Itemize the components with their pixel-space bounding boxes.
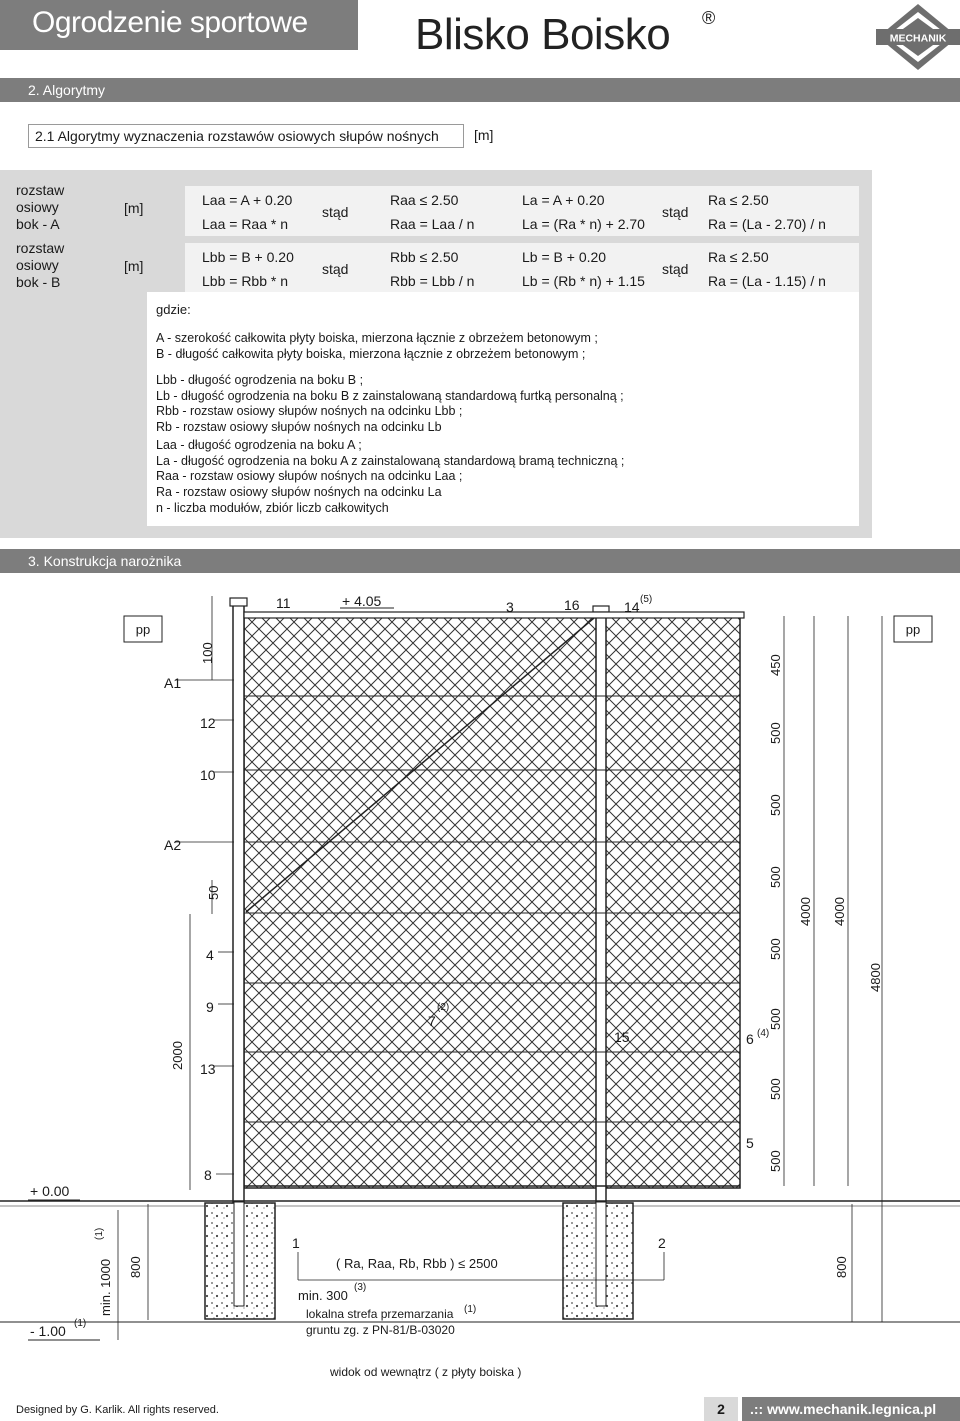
row-a-f6: La = (Ra * n) + 2.70: [522, 216, 645, 232]
row-a-stad2: stąd: [662, 204, 689, 220]
definitions-group-1: [156, 331, 598, 362]
dim-500: 500: [768, 1078, 783, 1100]
part-6-note: (4): [757, 1028, 770, 1039]
brand-name: Blisko Boisko: [415, 10, 671, 59]
view-note: widok od wewnątrz ( z płyty boiska ): [330, 1365, 522, 1379]
document-title: Ogrodzenie sportowe: [0, 0, 358, 50]
pp-label-left: pp: [135, 622, 151, 637]
definition-line: La - długość ogrodzenia na boku A z zainstalowaną standardową bramą techniczną ;: [156, 453, 625, 468]
dim-100: 100: [200, 642, 215, 664]
row-a-f4: Raa = Laa / n: [390, 216, 475, 232]
section-2-unit: [m]: [474, 127, 494, 143]
row-b-label-line2: osiowy: [16, 257, 59, 273]
dim-500: 500: [768, 1150, 783, 1172]
spacing-note: ( Ra, Raa, Rb, Rbb ) ≤ 2500: [336, 1256, 498, 1271]
definitions-heading: gdzie:: [156, 302, 191, 317]
row-b-stad1: stąd: [322, 261, 349, 277]
row-b-stad2: stąd: [662, 261, 689, 277]
dim-4000: 4000: [798, 897, 813, 926]
page-header: [0, 0, 960, 78]
row-b-f7: Ra ≤ 2.50: [708, 249, 769, 265]
section-3-bar: 3. Konstrukcja narożnika: [0, 549, 960, 573]
part-9: 9: [206, 999, 214, 1015]
dim-500: 500: [768, 938, 783, 960]
row-a-label-line3: bok - A: [16, 216, 60, 232]
part-8: 8: [204, 1167, 212, 1183]
row-b-f3: Rbb ≤ 2.50: [390, 249, 459, 265]
dim-2000: 2000: [170, 1041, 185, 1070]
row-a-f3: Raa ≤ 2.50: [390, 192, 459, 208]
part-11: 11: [276, 595, 291, 611]
part-16: 16: [564, 597, 580, 613]
footer-credit: Designed by G. Karlik. All rights reserved.: [16, 1404, 219, 1416]
registered-mark: ®: [702, 8, 716, 28]
dim-4800: 4800: [868, 963, 883, 992]
min-300-sup: (3): [354, 1282, 367, 1293]
definitions-group-4: [156, 501, 389, 517]
dim-800-right: 800: [834, 1256, 849, 1278]
part-15: 15: [614, 1029, 630, 1045]
row-b-label-line1: rozstaw: [16, 240, 65, 256]
definition-line: Rbb - rozstaw osiowy słupów nośnych na odcinku Lbb ;: [156, 404, 463, 418]
dim-min-1000-note: (1): [94, 1227, 105, 1240]
mechanik-logo: [876, 2, 960, 72]
dim-50: 50: [206, 885, 221, 900]
post-cap: [593, 606, 609, 612]
row-a-stad1: stąd: [322, 204, 349, 220]
row-a-label-line2: osiowy: [16, 199, 59, 215]
row-a-f7: Ra ≤ 2.50: [708, 192, 769, 208]
footer-url[interactable]: .:: www.mechanik.legnica.pl: [742, 1397, 960, 1421]
part-5: 5: [746, 1135, 754, 1151]
row-b-f4: Rbb = Lbb / n: [390, 273, 475, 289]
part-6: 6: [746, 1031, 754, 1047]
brand-block: [370, 0, 870, 60]
part-4: 4: [206, 947, 214, 963]
label-a2: A2: [164, 837, 182, 853]
label-a1: A1: [164, 675, 182, 691]
definition-line: Rb - rozstaw osiowy słupów nośnych na odcinku Lb: [156, 419, 442, 434]
min-300-note: min. 300: [298, 1288, 348, 1303]
dim-4000: 4000: [832, 897, 847, 926]
row-b-label-line3: bok - B: [16, 274, 61, 290]
frost-zone-note-2: gruntu zg. z PN-81/B-03020: [306, 1323, 455, 1337]
dim-500: 500: [768, 1008, 783, 1030]
row-a-unit: [m]: [124, 200, 144, 216]
row-b-f8: Ra = (La - 1.15) / n: [708, 273, 826, 289]
dim-450: 450: [768, 654, 783, 676]
pp-label-right: pp: [905, 622, 921, 637]
definition-line: Lbb - długość ogrodzenia na boku B ;: [156, 373, 364, 387]
definition-line: Lb - długość ogrodzenia na boku B z zainstalowaną standardową furtką personalną ;: [156, 388, 624, 403]
row-a-label: [16, 182, 64, 233]
part-10: 10: [200, 767, 216, 783]
row-a-f2: Laa = Raa * n: [202, 216, 289, 232]
part-2: 2: [658, 1235, 666, 1251]
row-a-f8: Ra = (La - 2.70) / n: [708, 216, 826, 232]
definition-line: Laa - długość ogrodzenia na boku A ;: [156, 438, 362, 452]
logo-text: MECHANIK: [889, 32, 947, 45]
row-a-f5: La = A + 0.20: [522, 192, 605, 208]
row-b-f2: Lbb = Rbb * n: [202, 273, 289, 289]
part-12: 12: [200, 715, 216, 731]
part-7: 7: [428, 1013, 436, 1029]
dim-800-left: 800: [128, 1256, 143, 1278]
level-ground: + 0.00: [30, 1183, 70, 1199]
fence-corner-drawing: [0, 580, 960, 1390]
definition-line: A - szerokość całkowita płyty boiska, mierzona łącznie z obrzeżem betonowym ;: [156, 331, 598, 345]
post-cap: [230, 598, 247, 606]
page-number: 2: [704, 1397, 738, 1421]
row-b-f1: Lbb = B + 0.20: [202, 249, 294, 265]
corner-post: [233, 602, 244, 1202]
row-a-f1: Laa = A + 0.20: [202, 192, 293, 208]
part-3: 3: [506, 599, 514, 615]
section-2-subtitle: 2.1 Algorytmy wyznaczenia rozstawów osiowych słupów nośnych: [28, 124, 464, 148]
frost-zone-note-sup: (1): [464, 1304, 477, 1315]
definitions-group-2: [156, 373, 624, 435]
row-b-f6: Lb = (Rb * n) + 1.15: [522, 273, 645, 289]
part-13: 13: [200, 1061, 216, 1077]
middle-post: [596, 610, 606, 1202]
level-bottom-note: (1): [74, 1318, 87, 1329]
row-a-label-line1: rozstaw: [16, 182, 65, 198]
dim-500: 500: [768, 866, 783, 888]
row-b-f5: Lb = B + 0.20: [522, 249, 607, 265]
definition-line: Ra - rozstaw osiowy słupów nośnych na odcinku La: [156, 484, 442, 499]
part-7-note: (2): [437, 1002, 450, 1013]
definitions-group-3: [156, 438, 624, 500]
row-b-unit: [m]: [124, 258, 144, 274]
dim-min-1000: min. 1000: [98, 1258, 113, 1316]
chain-link-mesh: [244, 616, 740, 1188]
dim-500: 500: [768, 722, 783, 744]
definition-line: n - liczba modułów, zbiór liczb całkowitych: [156, 501, 389, 515]
level-bottom: - 1.00: [30, 1323, 66, 1339]
frost-zone-note-1: lokalna strefa przemarzania: [306, 1307, 454, 1321]
dim-500: 500: [768, 794, 783, 816]
definition-line: Raa - rozstaw osiowy słupów nośnych na odcinku Laa ;: [156, 469, 463, 483]
row-b-label: [16, 240, 64, 291]
part-1: 1: [292, 1235, 300, 1251]
top-rail: [244, 612, 744, 618]
part-14: 14: [624, 599, 640, 615]
definition-line: B - długość całkowita płyty boiska, mierzona łącznie z obrzeżem betonowym ;: [156, 346, 586, 361]
part-14-note: (5): [640, 594, 653, 605]
page-footer: [0, 1396, 960, 1421]
level-top: + 4.05: [342, 593, 382, 609]
section-2-bar: 2. Algorytmy: [0, 78, 960, 102]
